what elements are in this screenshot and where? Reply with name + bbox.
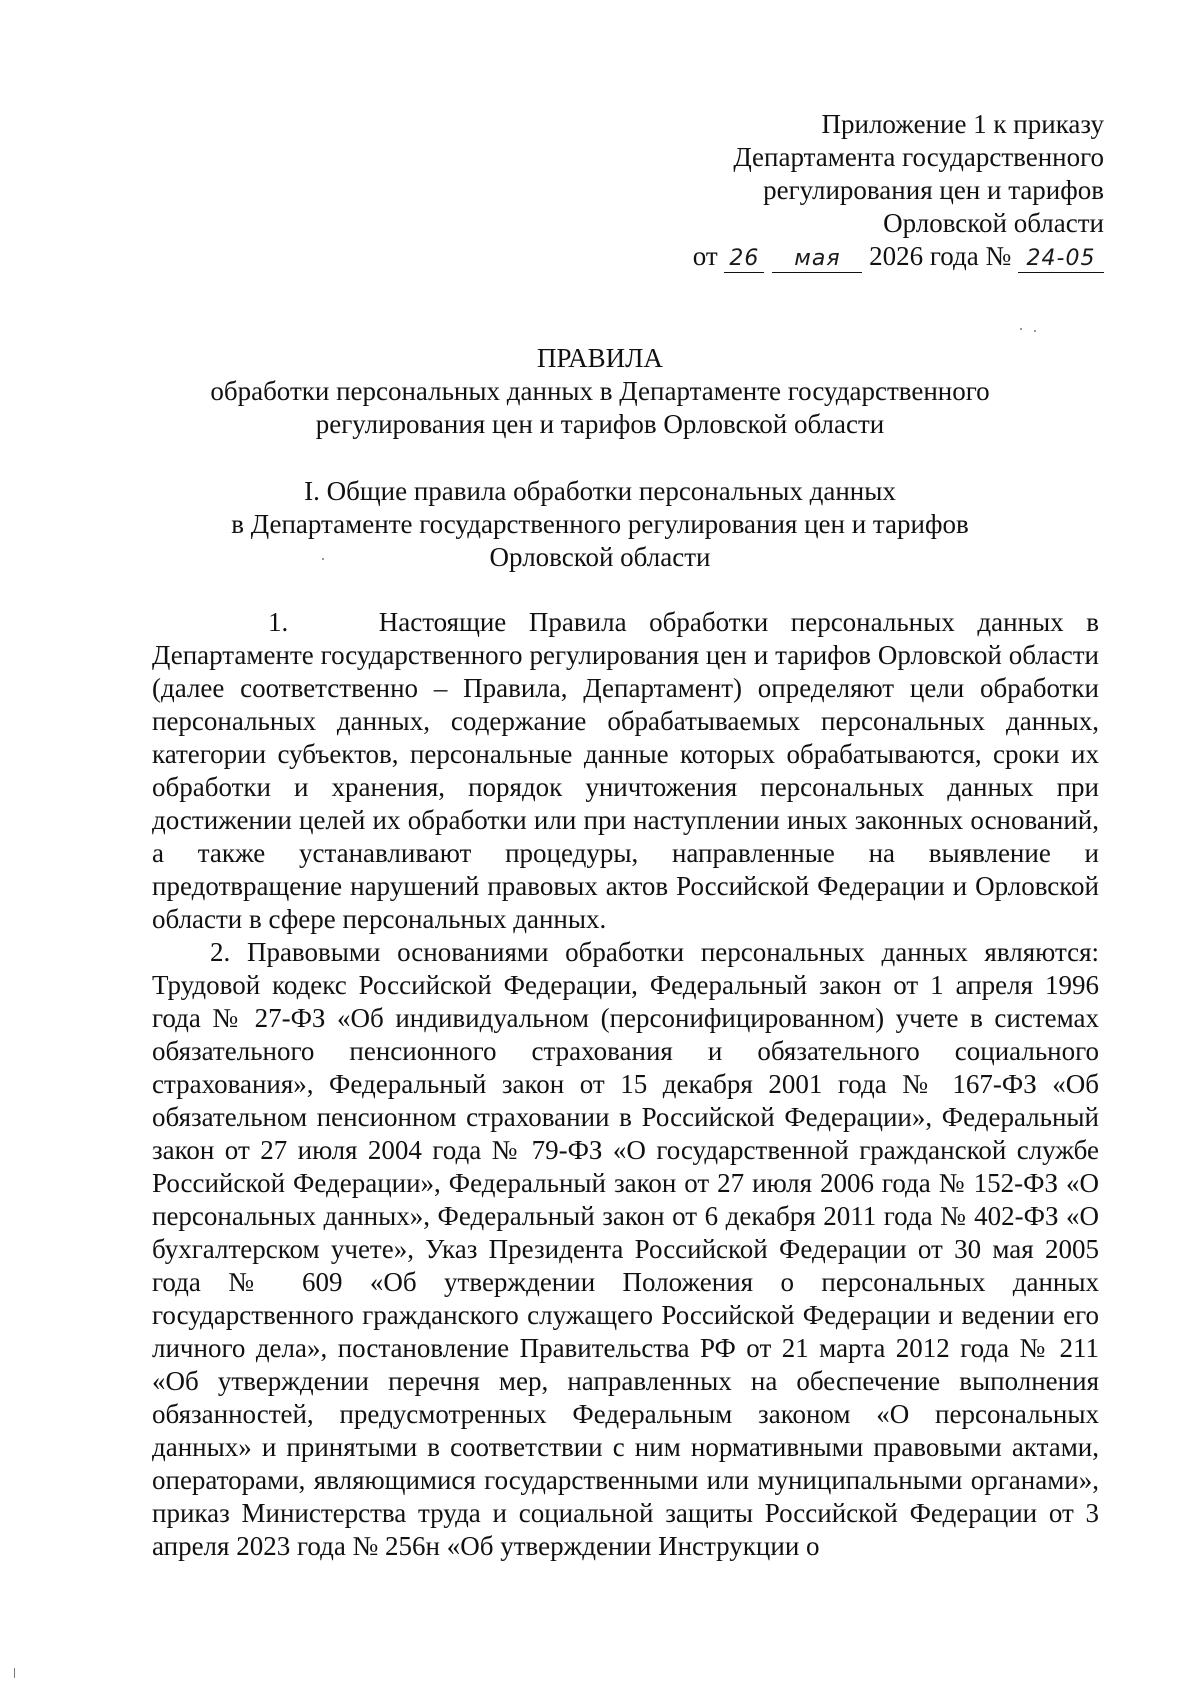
appendix-date-line	[693, 240, 1104, 273]
scan-edge-mark	[14, 1668, 15, 1678]
paragraph-1-text: Настоящие Правила обработки персональных данных в Департаменте государственного регулирования цен и тарифов Орловской области (далее соответственно – Правила, Департамент) определяют цели обработки персональных данных, содержание обрабатываемых персональных данных, категории субъектов, персональные данные которых обрабатываются, сроки их обработки и хранения, порядок уничтожения персональных данных при достижении целей их обработки или при наступлении иных законных оснований, а также устанавливают процедуры, направленные на выявление и предотвращение нарушений правовых актов Российской Федерации и Орловской области в сфере персональных данных.	[152, 607, 1099, 934]
date-prefix: от	[692, 241, 718, 271]
section-heading	[0, 475, 1200, 574]
appendix-line-2: Департамента государственного	[733, 142, 1104, 172]
section-line-1: I. Общие правила обработки персональных данных	[304, 476, 896, 506]
scan-speck	[322, 558, 324, 560]
section-line-2: в Департаменте государственного регулирования цен и тарифов	[231, 509, 969, 539]
appendix-header	[693, 108, 1104, 273]
title-subtitle-line-2: регулирования цен и тарифов Орловской области	[315, 409, 885, 439]
section-line-3: Орловской области	[489, 542, 711, 572]
appendix-line-3: регулирования цен и тарифов	[763, 175, 1104, 205]
scan-speck	[1034, 330, 1036, 332]
document-title	[0, 342, 1200, 441]
title-heading: ПРАВИЛА	[537, 343, 663, 373]
handwritten-day: 26	[724, 246, 764, 273]
appendix-line-1: Приложение 1 к приказу	[821, 109, 1104, 139]
paragraph-1-number: 1.	[268, 607, 289, 637]
scan-speck	[1020, 328, 1022, 330]
title-subtitle-line-1: обработки персональных данных в Департаменте государственного	[210, 376, 990, 406]
paragraph-1	[152, 606, 1099, 936]
handwritten-order-number: 24-05	[1018, 246, 1104, 273]
appendix-line-4: Орловской области	[883, 208, 1104, 238]
paragraph-2: 2. Правовыми основаниями обработки персональных данных являются: Трудовой кодекс Российской Федерации, Федеральный закон от 1 апреля 1996 года № 27-ФЗ «Об индивидуальном (персонифицированном) учете в системах обязательного пенсионного страхования и обязательного социального страхования», Федеральный закон от 15 декабря 2001 года № 167-ФЗ «Об обязательном пенсионном страховании в Российской Федерации», Федеральный закон от 27 июля 2004 года № 79-ФЗ «О государственной гражданской службе Российской Федерации», Федеральный закон от 27 июля 2006 года № 152-ФЗ «О персональных данных», Федеральный закон от 6 декабря 2011 года № 402-ФЗ «О бухгалтерском учете», Указ Президента Российской Федерации от 30 мая 2005 года № 609 «Об утверждении Положения о персональных данных государственного гражданского служащего Российской Федерации и ведении его личного дела», постановление Правительства РФ от 21 марта 2012 года № 211 «Об утверждении перечня мер, направленных на обеспечение выполнения обязанностей, предусмотренных Федеральным законом «О персональных данных» и принятыми в соответствии с ним нормативными правовыми актами, операторами, являющимися государственными или муниципальными органами», приказ Министерства труда и социальной защиты Российской Федерации от 3 апреля 2023 года № 256н «Об утверждении Инструкции о	[152, 937, 1099, 1561]
handwritten-month: мая	[772, 246, 862, 273]
document-body	[152, 606, 1099, 1563]
date-year: 2026 года №	[869, 241, 1012, 271]
